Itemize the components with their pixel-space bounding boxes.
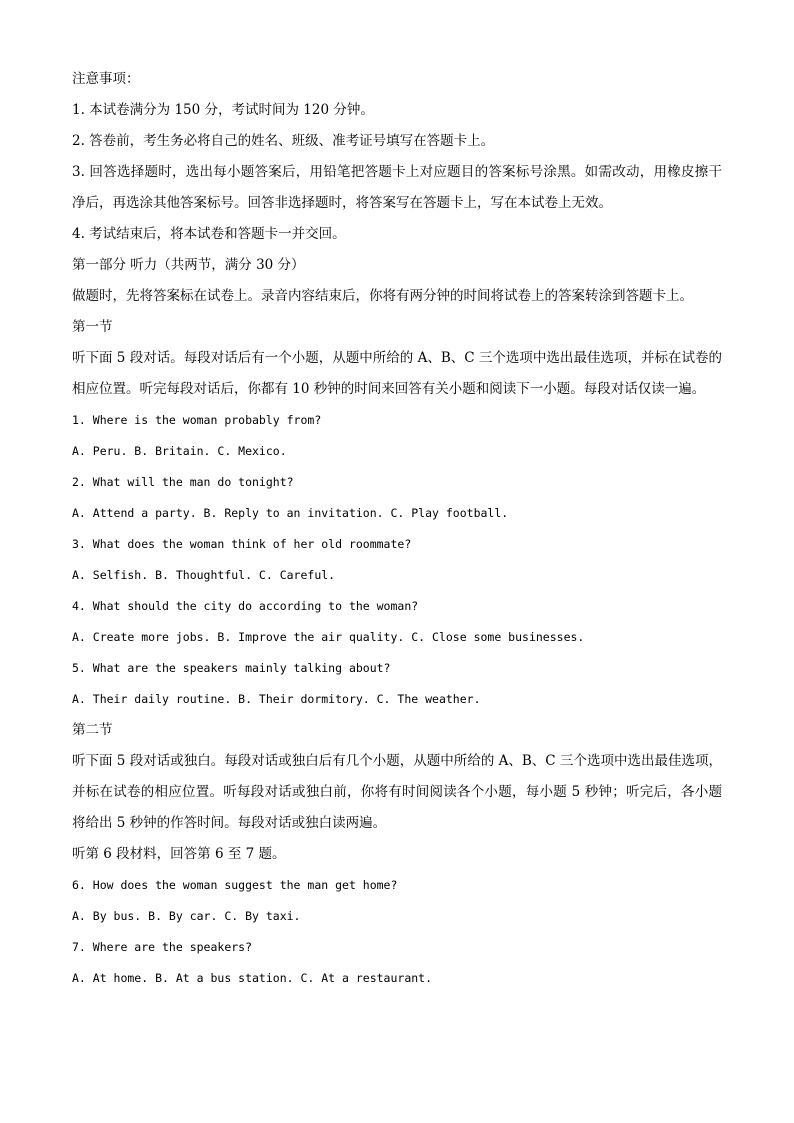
part1-title: 第一部分 听力（共两节，满分 30 分） [72,257,305,273]
question-6-stem: 6. How does the woman suggest the man get home? [72,878,398,892]
question-2-stem: 2. What will the man do tonight? [72,475,294,489]
material-6-heading: 听第 6 段材料，回答第 6 至 7 题。 [72,846,286,862]
question-1-stem: 1. Where is the woman probably from? [72,413,322,427]
exam-page [72,64,722,994]
question-6-options: A. By bus. B. By car. C. By taxi. [72,909,301,923]
question-3-options: A. Selfish. B. Thoughtful. C. Careful. [72,568,336,582]
note-item-3: 3. 回答选择题时，选出每小题答案后，用铅笔把答题卡上对应题目的答案标号涂黑。如需改动，用橡皮擦干净后，再选涂其他答案标号。回答非选择题时，将答案写在答题卡上，写在本试卷上无效。 [72,164,722,211]
question-7-stem: 7. Where are the speakers? [72,940,253,954]
question-4-options: A. Create more jobs. B. Improve the air quality. C. Close some businesses. [72,630,585,644]
question-1-options: A. Peru. B. Britain. C. Mexico. [72,444,287,458]
section2-instruction: 听下面 5 段对话或独白。每段对话或独白后有几个小题，从题中所给的 A、B、C 三个选项中选出最佳选项，并标在试卷的相应位置。听每段对话或独白前，你将有时间阅读各个小题，每小题 5 秒钟；听完后，各小题将给出 5 秒钟的作答时间。每段对话或独白读两遍。 [72,753,722,831]
note-item-1: 1. 本试卷满分为 150 分，考试时间为 120 分钟。 [72,102,374,118]
question-5-options: A. Their daily routine. B. Their dormitory. C. The weather. [72,692,481,706]
section1-instruction: 听下面 5 段对话。每段对话后有一个小题，从题中所给的 A、B、C 三个选项中选出最佳选项，并标在试卷的相应位置。听完每段对话后，你都有 10 秒钟的时间来回答有关小题和阅读下一小题。每段对话仅读一遍。 [72,350,722,397]
notes-heading: 注意事项： [72,71,140,87]
question-4-stem: 4. What should the city do according to the woman? [72,599,419,613]
question-2-options: A. Attend a party. B. Reply to an invitation. C. Play football. [72,506,509,520]
part1-instruction: 做题时，先将答案标在试卷上。录音内容结束后，你将有两分钟的时间将试卷上的答案转涂到答题卡上。 [72,288,693,304]
question-5-stem: 5. What are the speakers mainly talking about? [72,661,391,675]
note-item-2: 2. 答卷前，考生务必将自己的姓名、班级、准考证号填写在答题卡上。 [72,133,495,149]
section1-title: 第一节 [72,319,113,335]
section2-title: 第二节 [72,722,113,738]
note-item-4: 4. 考试结束后，将本试卷和答题卡一并交回。 [72,226,346,242]
question-7-options: A. At home. B. At a bus station. C. At a restaurant. [72,971,433,985]
question-3-stem: 3. What does the woman think of her old roommate? [72,537,412,551]
